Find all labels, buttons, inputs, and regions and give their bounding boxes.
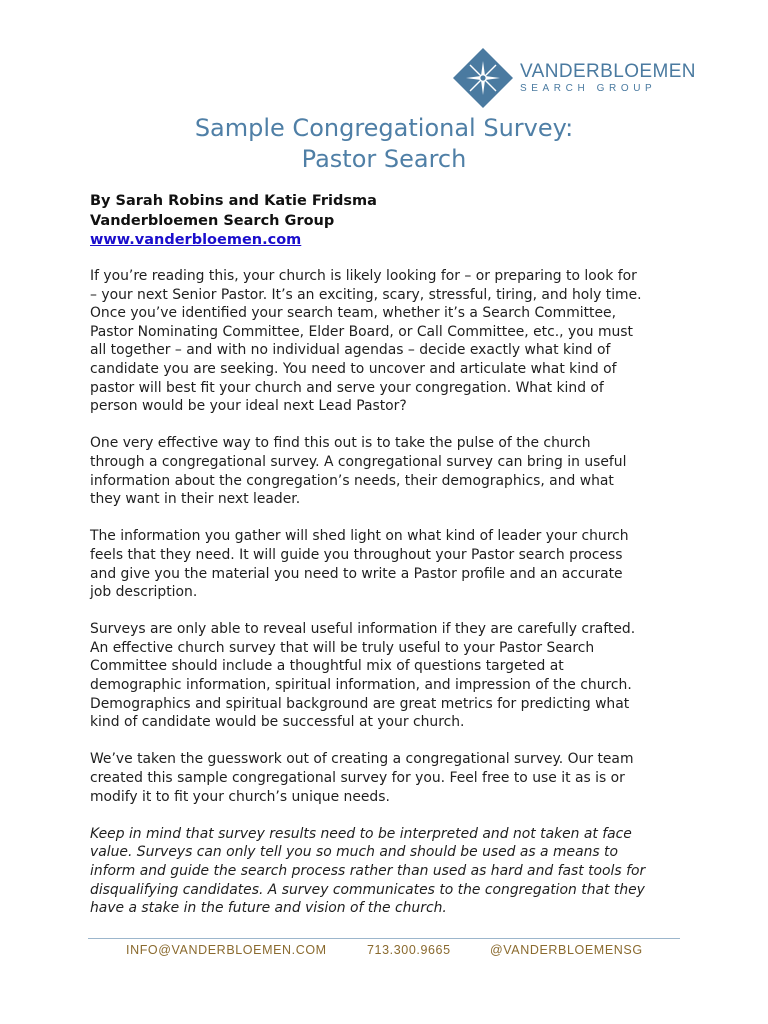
byline	[90, 192, 377, 251]
paragraph-crafted: Surveys are only able to reveal useful information if they are carefully crafted. An effective church survey that will be truly useful to your Pastor Search Committee should include a thoughtful mix of questions targeted at demographic information, spiritual information, and impression of the church. Demographics and spiritual background are great metrics for predicting what kind of candidate would be successful at your church.	[90, 621, 636, 731]
footer-phone: 713.300.9665	[367, 943, 451, 957]
authors: By Sarah Robins and Katie Fridsma	[90, 193, 377, 209]
logo-name: VANDERBLOEMEN	[520, 61, 696, 82]
logo-subtitle: SEARCH GROUP	[520, 83, 657, 94]
footer-social-handle[interactable]: @VANDERBLOEMENSG	[490, 943, 643, 957]
italic-note: Keep in mind that survey results need to be interpreted and not taken at face value. Surveys can only tell you so much and should be used as a means to inform and guide the search process rather than used as hard and fast tools for disqualifying candidates. A survey communicates to the congregation that they have a stake in the future and vision of the church.	[90, 825, 646, 917]
website-link[interactable]: www.vanderbloemen.com	[90, 232, 302, 248]
paragraph-guesswork: We’ve taken the guesswork out of creating a congregational survey. Our team created this sample congregational survey for you. Feel free to use it as is or modify it to fit your church’s unique needs.	[90, 751, 634, 805]
organization: Vanderbloemen Search Group	[90, 212, 335, 229]
footer-divider	[88, 938, 680, 939]
document-body	[90, 267, 690, 936]
logo-mark-icon	[452, 47, 514, 109]
paragraph-information: The information you gather will shed light on what kind of leader your church feels that they need. It will guide you throughout your Pastor search process and give you the material you need to write a Pastor profile and an accurate job description.	[90, 528, 629, 601]
vanderbloemen-logo	[452, 47, 696, 109]
title-line-1: Sample Congregational Survey:	[194, 114, 574, 142]
document-title	[0, 113, 768, 175]
paragraph-survey: One very effective way to find this out is to take the pulse of the church through a congregational survey. A congregational survey can bring in useful information about the congregation’s needs, their demographics, and what they want in their next leader.	[90, 435, 627, 508]
footer	[0, 943, 768, 959]
title-line-2: Pastor Search	[301, 145, 467, 173]
footer-email[interactable]: INFO@VANDERBLOEMEN.COM	[126, 943, 327, 957]
paragraph-intro: If you’re reading this, your church is likely looking for – or preparing to look for – your next Senior Pastor. It’s an exciting, scary, stressful, tiring, and holy time. Once you’ve identified your search team, whether it’s a Search Committee, Pastor Nominating Committee, Elder Board, or Call Committee, etc., you must all together – and with no individual agendas – decide exactly what kind of candidate you are seeking. You need to uncover and articulate what kind of pastor will best fit your church and serve your congregation. What kind of person would be your ideal next Lead Pastor?	[90, 268, 642, 415]
